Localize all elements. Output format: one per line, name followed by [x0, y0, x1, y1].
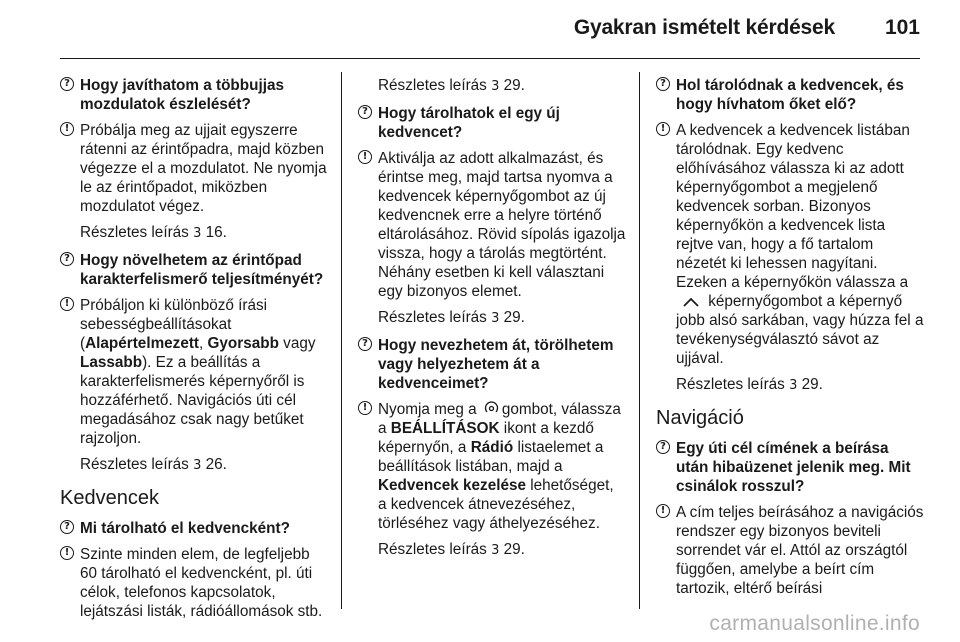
answer-text-mid2: ikont a kezdő képernyőn, a	[378, 420, 594, 456]
reference-label: Részletes leírás	[80, 224, 189, 241]
answer	[656, 503, 924, 598]
reference	[60, 455, 328, 475]
answer-text-end: ). Ez a beállítás a karakterfelismerés képernyőről is hozzáférhető. Navigációs úti cél megadásához csak nagy betűket rajzoljon.	[80, 354, 305, 447]
page-header	[0, 0, 960, 58]
page-title: Gyakran ismételt kérdések	[573, 16, 835, 39]
reference-arrow-icon: 3	[491, 79, 500, 94]
answer-text-end: képernyőgombot a képernyő jobb alsó sarkában, vagy húzza fel a tevékenységválasztó sávot az ujjával.	[676, 293, 924, 367]
question-text: Mi tárolható el kedvencként?	[80, 520, 290, 537]
reference-arrow-icon: 3	[789, 378, 798, 393]
reference-arrow-icon: 3	[193, 226, 202, 241]
reference	[358, 76, 626, 96]
question-icon: ?	[60, 520, 74, 534]
answer-text-or: vagy	[278, 335, 316, 352]
answer	[60, 121, 328, 216]
column-1	[60, 76, 328, 628]
question	[656, 439, 924, 496]
column-3	[656, 76, 924, 605]
reference-page: 26.	[205, 456, 227, 473]
answer-text-mid3: listaelemet a beállítások listában, majd a	[378, 439, 604, 475]
answer-text: Szinte minden elem, de legfeljebb 60 tárolható el kedvencként, pl. úti célok, telefonos kapcsolatok, lejátszási listák, rádióállomások stb.	[80, 546, 323, 620]
question-icon: ?	[358, 337, 372, 351]
question-icon: ?	[656, 77, 670, 91]
answer-text-start: Nyomja meg a	[378, 401, 477, 418]
column-divider-2	[639, 72, 640, 609]
answer-icon: !	[60, 297, 74, 311]
reference-label: Részletes leírás	[80, 456, 189, 473]
reference	[358, 308, 626, 328]
question	[60, 251, 328, 289]
question-text: Hogy növelhetem az érintőpad karakterfelismerő teljesítményét?	[80, 252, 324, 288]
header-rule	[60, 58, 920, 59]
manage-favourites-label: Kedvencek kezelése	[378, 477, 526, 494]
reference-label: Részletes leírás	[378, 541, 487, 558]
answer	[358, 149, 626, 301]
reference-page: 16.	[205, 224, 227, 241]
section-title-navigation: Navigáció	[656, 407, 744, 429]
comma: ,	[199, 335, 208, 352]
home-knob-icon	[484, 401, 499, 416]
radio-label: Rádió	[470, 439, 514, 456]
section-title-favourites: Kedvencek	[60, 487, 159, 509]
question-icon: ?	[656, 440, 670, 454]
answer-icon: !	[656, 122, 670, 136]
answer-text-mid1: gombot, válassza a	[378, 401, 621, 437]
settings-label: BEÁLLÍTÁSOK	[390, 420, 500, 437]
reference	[60, 223, 328, 243]
question-text: Hogy nevezhetem át, törölhetem vagy helyezhetem át a kedvenceimet?	[378, 337, 614, 392]
reference-arrow-icon: 3	[491, 311, 500, 326]
reference-label: Részletes leírás	[676, 376, 785, 393]
answer-icon: !	[358, 401, 372, 415]
answer	[60, 545, 328, 621]
reference-arrow-icon: 3	[491, 543, 500, 558]
reference-arrow-icon: 3	[193, 458, 202, 473]
question-icon: ?	[60, 252, 74, 266]
watermark: carmanualsonline.info	[709, 612, 920, 635]
answer-text: A cím teljes beírásához a navigációs rendszer egy bizonyos beviteli sorrendet vár el. Attól az országtól függően, amelybe a beírt cím tartozik, eltérő beírási	[676, 504, 924, 597]
answer-icon: !	[358, 150, 372, 164]
question-text: Egy úti cél címének a beírása után hibaüzenet jelenik meg. Mit csinálok rosszul?	[676, 440, 911, 495]
answer-icon: !	[656, 504, 670, 518]
answer-text-end: lehetőséget, a kedvencek átnevezéséhez, törléséhez vagy áthelyezéséhez.	[378, 477, 614, 532]
option-faster: Gyorsabb	[207, 335, 279, 352]
reference-label: Részletes leírás	[378, 309, 487, 326]
answer-text-start: A kedvencek a kedvencek listában tárolódnak. Egy kedvenc előhívásához válassza ki az adott képernyőgombot a megjelenő kedvencek sorban. Bizonyos képernyőkön a kedvencek lista rejtve van, hogy a fő tartalom nézetét ki lehessen nagyítani. Ezeken a képernyőkön válassza a	[676, 122, 910, 291]
answer	[60, 296, 328, 448]
question	[656, 76, 924, 114]
question	[60, 76, 328, 114]
reference	[656, 375, 924, 395]
reference-page: 29.	[801, 376, 823, 393]
question-icon: ?	[358, 105, 372, 119]
option-default: Alapértelmezett	[85, 335, 200, 352]
answer-text-start: Próbáljon ki különböző írási sebességbeállításokat (	[80, 297, 268, 352]
reference-page: 29.	[503, 309, 525, 326]
reference-page: 29.	[503, 77, 525, 94]
question-icon: ?	[60, 77, 74, 91]
question	[60, 519, 328, 538]
question-text: Hogy tárolhatok el egy új kedvencet?	[378, 105, 560, 141]
question	[358, 104, 626, 142]
reference-page: 29.	[503, 541, 525, 558]
answer-icon: !	[60, 122, 74, 136]
column-2	[358, 76, 626, 568]
answer-text: Aktiválja az adott alkalmazást, és érintse meg, majd tartsa nyomva a kedvencek képernyőgombot az új kedvencnek erre a helyre történő eltárolásához. Rövid sípolás igazolja vissza, hogy a tárolás megtörtént. Néhány esetben ki kell választani egy bizonyos elemet.	[378, 150, 626, 300]
column-divider-1	[341, 72, 342, 609]
reference	[358, 540, 626, 560]
page-number: 101	[884, 16, 920, 39]
option-slower: Lassabb	[80, 354, 143, 371]
question	[358, 336, 626, 393]
answer-icon: !	[60, 546, 74, 560]
answer-text: Próbálja meg az ujjait egyszerre rátenni az érintőpadra, majd közben végezze el a mozdulatot. Ne nyomja le az érintőpadot, miközben mozdulatot végez.	[80, 122, 327, 215]
reference-label: Részletes leírás	[378, 77, 487, 94]
question-text: Hogy javíthatom a többujjas mozdulatok észlelését?	[80, 77, 284, 113]
answer	[656, 121, 924, 368]
answer	[358, 400, 626, 533]
chevron-up-icon	[682, 296, 700, 308]
question-text: Hol tárolódnak a kedvencek, és hogy hívhatom őket elő?	[676, 77, 904, 113]
